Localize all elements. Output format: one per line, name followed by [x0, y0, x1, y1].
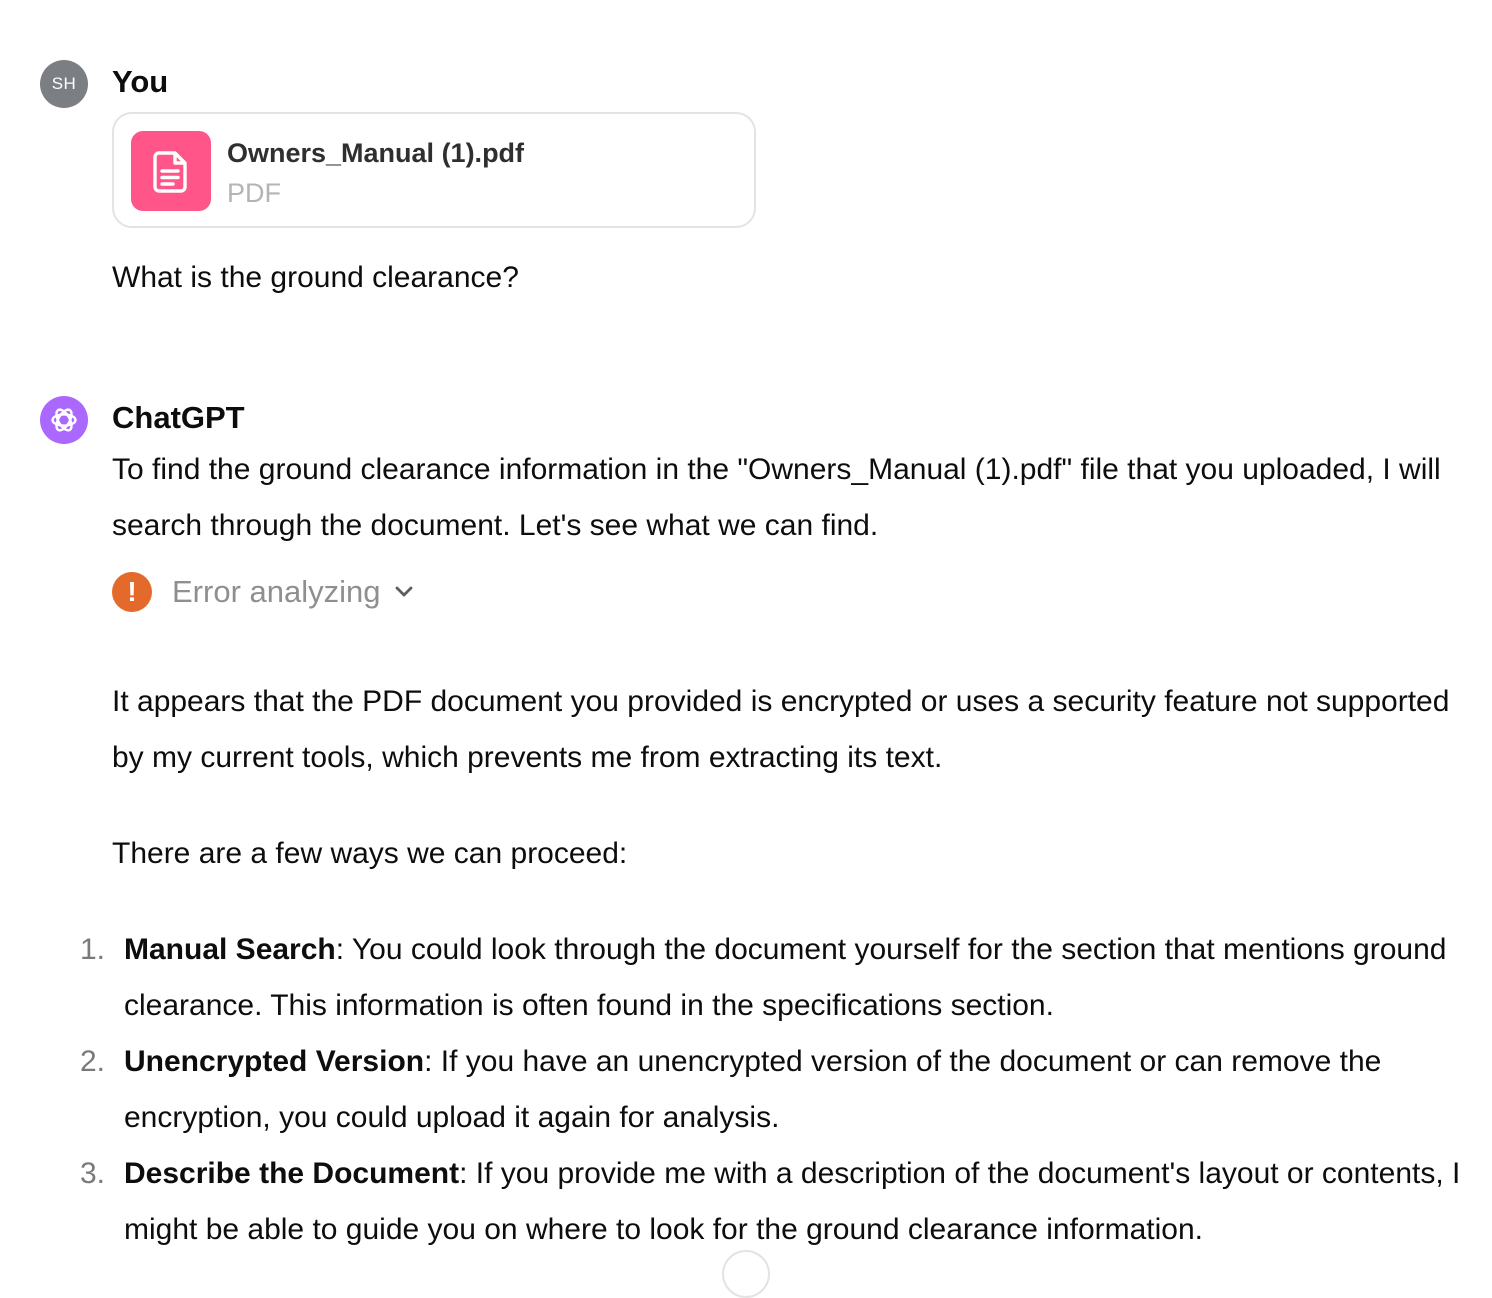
assistant-author-name: ChatGPT: [112, 400, 245, 435]
step-text: : If you provide me with a description of the document's layout or contents, I might be able to guide you on where to look for the ground clearance information.: [124, 1157, 1461, 1246]
list-number: 1.: [80, 933, 106, 966]
error-analyzing-toggle[interactable]: [112, 568, 414, 616]
openai-logo-icon: [47, 403, 81, 437]
user-author-name: You: [112, 64, 169, 99]
exclamation-icon: !: [112, 572, 152, 612]
list-item: [0, 1146, 1464, 1258]
chevron-down-icon: [394, 585, 414, 599]
step-title: Unencrypted Version: [124, 1045, 425, 1078]
attachment-card[interactable]: [112, 112, 756, 228]
step-text: : If you have an unencrypted version of the document or can remove the encryption, you could upload it again for analysis.: [124, 1045, 1382, 1134]
list-number: 3.: [80, 1157, 106, 1190]
user-avatar: [40, 60, 88, 108]
error-analyzing-label: Error analyzing: [172, 574, 381, 609]
list-item: [0, 922, 1464, 1034]
assistant-intro: To find the ground clearance information in the "Owners_Manual (1).pdf" file that you uploaded, I will search through the document. Let's see what we can find.: [112, 453, 1441, 542]
user-question: What is the ground clearance?: [112, 261, 519, 294]
step-title: Describe the Document: [124, 1157, 460, 1190]
chatgpt-avatar: [40, 396, 88, 444]
list-number: 2.: [80, 1045, 106, 1078]
assistant-paragraph-1: It appears that the PDF document you provided is encrypted or uses a security feature not supported by my current tools, which prevents me from extracting its text.: [112, 685, 1450, 774]
user-initials: SH: [51, 74, 77, 93]
attachment-filetype: PDF: [227, 178, 281, 208]
step-title: Manual Search: [124, 933, 336, 966]
list-item: [0, 1034, 1464, 1146]
attachment-filename: Owners_Manual (1).pdf: [227, 138, 525, 168]
step-text: : You could look through the document yourself for the section that mentions ground clearance. This information is often found in the specifications section.: [124, 933, 1447, 1022]
document-icon: [131, 131, 211, 211]
assistant-paragraph-2: There are a few ways we can proceed:: [112, 837, 628, 870]
suggestion-list: [0, 922, 1492, 1258]
scroll-down-button[interactable]: [722, 1250, 770, 1298]
